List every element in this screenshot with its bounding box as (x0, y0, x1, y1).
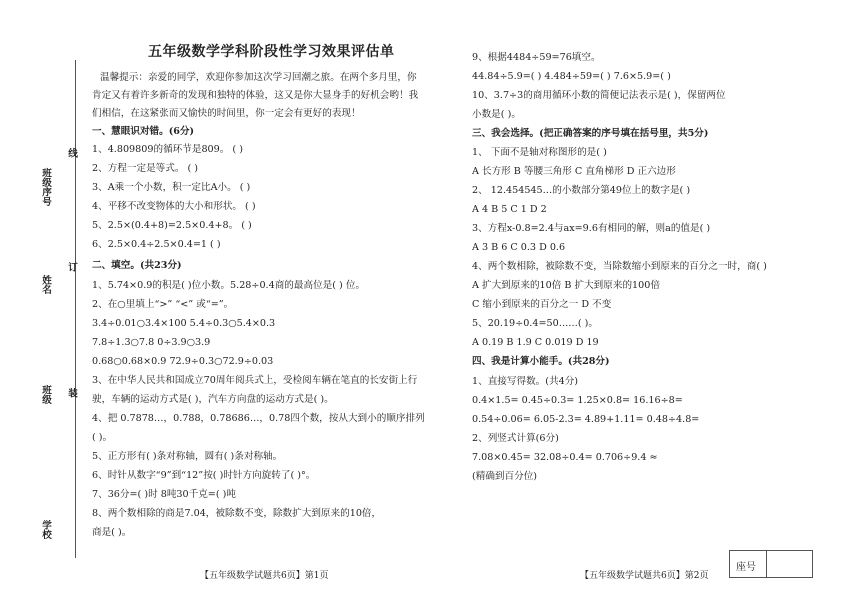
question-line: 1、5.74×0.9的积是( )位小数。5.28÷0.4商的最高位是( ) 位。 (92, 280, 366, 291)
question-line: 3、方程x-0.8=2.4与ax=9.6有相同的解，则a的值是( ) (472, 223, 711, 234)
question-line: 4、两个数相除，被除数不变，当除数缩小到原来的百分之一时，商( ) (472, 261, 767, 272)
question-line: 2、方程一定是等式。 ( ) (92, 163, 199, 174)
question-line: 8、两个数相除的商是7.04，被除数不变，除数扩大到原来的10倍， (92, 508, 382, 519)
calc-note: (精确到百分位) (472, 471, 538, 482)
calc-line: 0.4×1.5= 0.45÷0.3= 1.25×0.8= 16.16÷8= (472, 395, 683, 406)
question-line: 10、3.7÷3的商用循环小数的简便记法表示是( )，保留两位 (472, 90, 726, 101)
option-line: C 缩小到原来的百分之一 D 不变 (472, 299, 612, 310)
question-line: 小数是( )。 (472, 109, 521, 120)
class-seat-label: 班级序号 (40, 168, 51, 207)
question-line: 3.4÷0.01○3.4×100 5.4÷0.3○5.4×0.3 (92, 318, 276, 329)
section-heading-3: 三、我会选择。(把正确答案的序号填在括号里，共5分) (472, 128, 709, 139)
option-line: A 0.19 B 1.9 C 0.019 D 19 (472, 337, 599, 348)
option-line: A 4 B 5 C 1 D 2 (472, 204, 547, 215)
question-line: 7、36分=( )时 8吨30千克=( )吨 (92, 489, 236, 500)
page-title: 五年级数学学科阶段性学习效果评估单 (148, 44, 395, 60)
binding-mark-line: 线 (66, 148, 77, 158)
question-line: 1、4.809809的循环节是809。 ( ) (92, 144, 243, 155)
binding-line (75, 60, 76, 558)
question-line: 6、2.5×0.4÷2.5×0.4=1 ( ) (92, 239, 221, 250)
question-line: 4、把 0.7878…，0.788，0.78686…，0.78四个数，按从大到小的顺序排列 (92, 413, 425, 424)
seat-number-label: 座号 (736, 562, 756, 573)
question-line: 2、在○里填上“>” “<” 或“=”。 (92, 299, 234, 310)
calc-line: 7.08×0.45= 32.08÷0.4= 0.706÷9.4 ≈ (472, 452, 658, 463)
section-heading-2: 二、填空。(共23分) (92, 260, 182, 271)
question-line: 1、 下面不是轴对称图形的是( ) (472, 147, 607, 158)
calc-line: 0.54÷0.06= 6.05-2.3= 4.89+1.11= 0.48÷4.8= (472, 414, 700, 425)
question-line: 9、根据4484÷59=76填空。 (472, 52, 601, 63)
question-line: 2、 12.454545…的小数部分第49位上的数字是( ) (472, 185, 691, 196)
tip-line: 温馨提示：亲爱的同学，欢迎你参加这次学习回潮之旅。在两个多月里，你 (100, 72, 417, 83)
footer-page-1: 【五年级数学试题共6页】第1页 (200, 571, 329, 581)
option-line: A 扩大到原来的10倍 B 扩大到原来的100倍 (472, 280, 660, 291)
section-heading-1: 一、慧眼识对错。(6分) (92, 126, 195, 137)
option-line: A 长方形 B 等腰三角形 C 直角梯形 D 正六边形 (472, 166, 676, 177)
section-heading-4: 四、我是计算小能手。(共28分) (472, 356, 610, 367)
question-line: 0.68○0.68×0.9 72.9÷0.3○72.9÷0.03 (92, 356, 274, 367)
footer-page-2: 【五年级数学试题共6页】第2页 (580, 571, 709, 581)
question-line: ( )。 (92, 432, 113, 443)
question-line: 5、20.19÷0.4=50……( )。 (472, 318, 599, 329)
seat-box-divider (766, 551, 767, 577)
binding-mark-staple: 装 (66, 388, 77, 398)
question-line: 4、平移不改变物体的大小和形状。 ( ) (92, 201, 256, 212)
question-line: 44.84÷5.9=( ) 4.484÷59=( ) 7.6×5.9=( ) (472, 71, 671, 82)
question-line: 驶，车辆的运动方式是( )，汽车方向盘的运动方式是( )。 (92, 394, 334, 405)
tip-line: 肯定又有着许多新奇的发现和独特的体验，这又是你大显身手的好机会哟！我 (92, 90, 419, 101)
question-line: 1、直接写得数。(共4分) (472, 376, 579, 387)
seat-number-box[interactable] (729, 550, 813, 578)
school-label: 学校 (40, 520, 51, 540)
question-line: 3、在中华人民共和国成立70周年阅兵式上，受检阅车辆在笔直的长安街上行 (92, 375, 418, 386)
question-line: 5、正方形有( )条对称轴，圆有( )条对称轴。 (92, 451, 283, 462)
option-line: A 3 B 6 C 0.3 D 0.6 (472, 242, 566, 253)
question-line: 3、A乘一个小数，积一定比A小。 ( ) (92, 182, 251, 193)
question-line: 7.8÷1.3○7.8 0÷3.9○3.9 (92, 337, 211, 348)
class-label: 班级 (40, 385, 51, 405)
tip-line: 们相信，在这紧张而又愉快的时间里，你一定会有更好的表现！ (92, 108, 361, 119)
question-line: 商是( )。 (92, 527, 132, 538)
question-line: 2、列竖式计算(6分) (472, 433, 559, 444)
student-name-label: 姓名 (40, 275, 51, 295)
question-line: 6、时针从数字“9”到“12”按( )时针方向旋转了( )°。 (92, 470, 316, 481)
binding-mark-bind: 订 (66, 262, 77, 272)
question-line: 5、2.5×(0.4+8)=2.5×0.4+8。 ( ) (92, 220, 252, 231)
